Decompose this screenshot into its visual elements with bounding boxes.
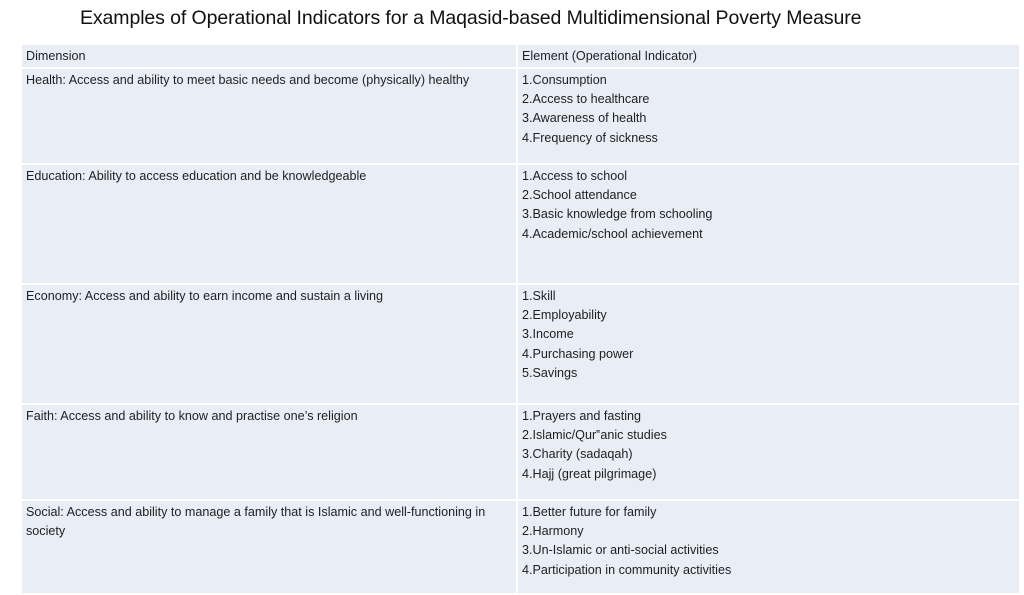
- indicator-item: 3.Charity (sadaqah): [522, 447, 633, 462]
- indicator-item: 1.Skill: [522, 289, 556, 303]
- indicator-cell: [517, 500, 1020, 594]
- header-element: Element (Operational Indicator): [517, 44, 1020, 68]
- indicator-item: 5.Savings: [522, 365, 578, 380]
- table-row-social: [21, 500, 1020, 594]
- indicator-item: 2.School attendance: [522, 188, 637, 203]
- indicator-item: 2.Islamic/Qur‟anic studies: [522, 428, 667, 443]
- indicator-item: 2.Employability: [522, 308, 607, 323]
- header-dimension: Dimension: [21, 44, 517, 68]
- indicator-cell: [517, 68, 1020, 164]
- indicator-cell: [517, 404, 1020, 500]
- dimension-cell: Social: Access and ability to manage a family that is Islamic and well-functioning in society: [21, 500, 517, 594]
- table-row-economy: [21, 284, 1020, 404]
- indicator-item: 1.Prayers and fasting: [522, 409, 642, 423]
- indicator-item: 4.Purchasing power: [522, 346, 634, 361]
- dimension-cell: Faith: Access and ability to know and practise one’s religion: [21, 404, 517, 500]
- indicator-item: 4.Frequency of sickness: [522, 130, 658, 145]
- indicator-item: 1.Better future for family: [522, 505, 657, 519]
- indicator-item: 3.Un-Islamic or anti-social activities: [522, 543, 719, 558]
- dimension-cell: Health: Access and ability to meet basic needs and become (physically) healthy: [21, 68, 517, 164]
- indicator-cell: [517, 284, 1020, 404]
- indicator-item: 4.Academic/school achievement: [522, 226, 703, 241]
- dimension-cell: Economy: Access and ability to earn income and sustain a living: [21, 284, 517, 404]
- indicator-item: 4.Hajj (great pilgrimage): [522, 466, 657, 481]
- table-row-health: [21, 68, 1020, 164]
- indicator-item: 3.Awareness of health: [522, 111, 647, 126]
- indicator-item: 1.Access to school: [522, 169, 627, 183]
- indicator-item: 1.Consumption: [522, 73, 607, 87]
- indicators-table: [20, 43, 1021, 595]
- table-row-faith: [21, 404, 1020, 500]
- table-header-row: [21, 44, 1020, 68]
- table-row-education: [21, 164, 1020, 284]
- indicator-item: 4.Participation in community activities: [522, 562, 732, 577]
- indicator-item: 3.Basic knowledge from schooling: [522, 207, 713, 222]
- indicator-item: 3.Income: [522, 327, 574, 342]
- dimension-cell: Education: Ability to access education and be knowledgeable: [21, 164, 517, 284]
- indicator-item: 2.Access to healthcare: [522, 92, 650, 107]
- indicator-item: 2.Harmony: [522, 524, 584, 539]
- indicator-cell: [517, 164, 1020, 284]
- slide-title: Examples of Operational Indicators for a Maqasid-based Multidimensional Poverty Measure: [80, 7, 862, 29]
